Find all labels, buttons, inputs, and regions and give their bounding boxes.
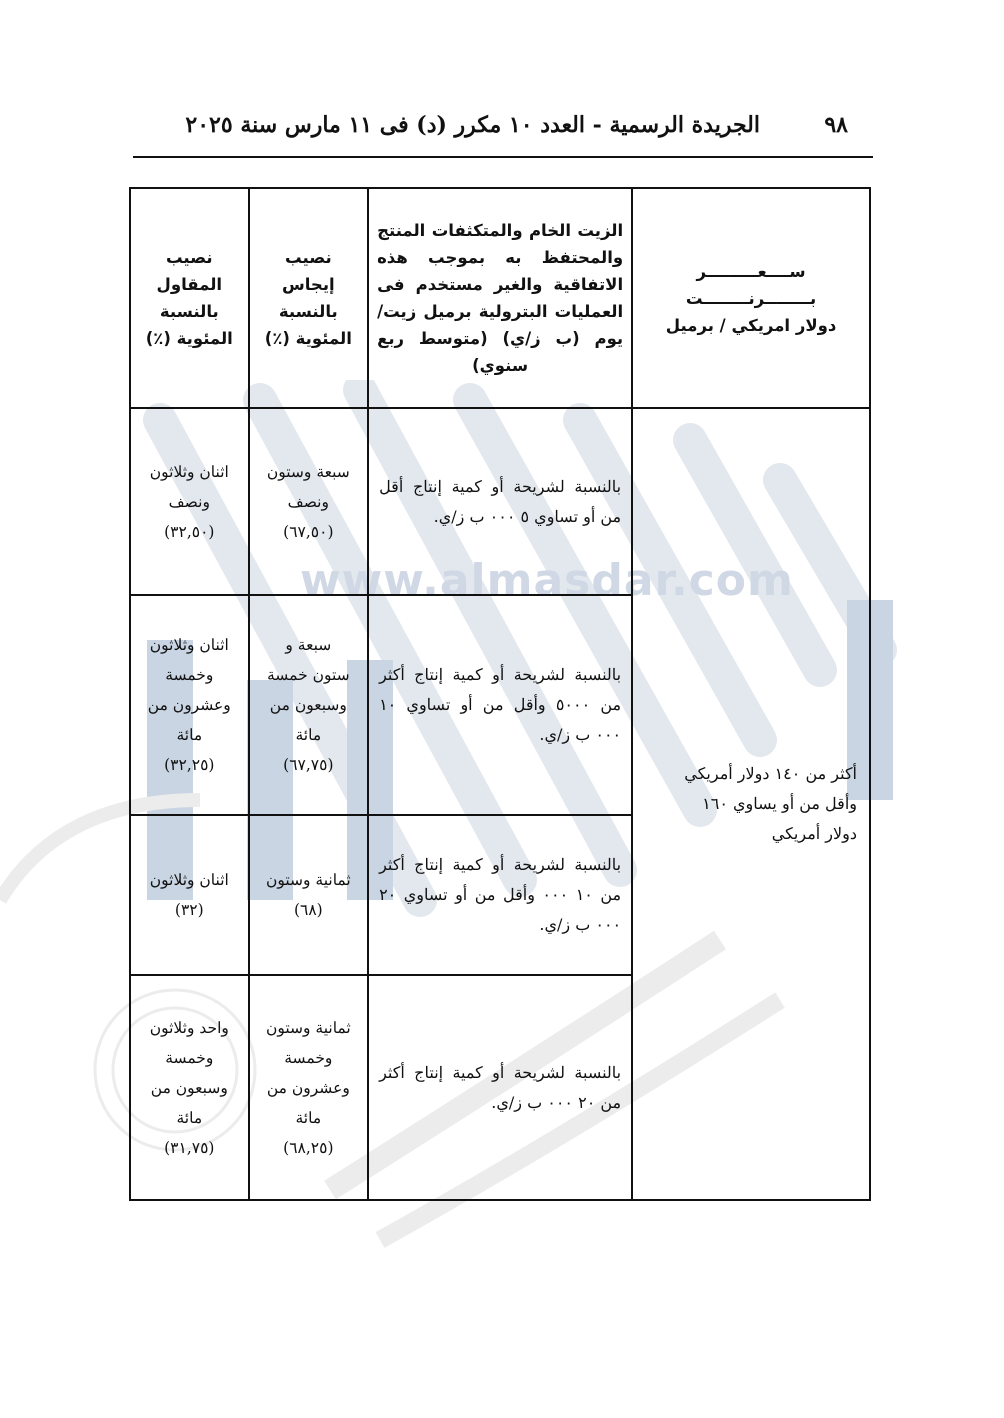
- production-tier-cell: [368, 975, 632, 1200]
- running-head: الجريدة الرسمية - العدد ١٠ مكرر (د) فى ١١ مارس سنة ٢٠٢٥: [185, 112, 760, 138]
- production-tier-text: بالنسبة لشريحة أو كمية إنتاج أكثر من ٥٠٠٠ وأقل من أو تساوي ١٠ ٠٠٠ ب ز/ي.: [379, 665, 622, 744]
- share-line: وسبعون من: [269, 696, 347, 714]
- contractor-share-cell: [130, 595, 249, 815]
- share-line: اثنان وثلاثون: [149, 871, 229, 889]
- share-line: ثمانية وستون: [265, 871, 351, 889]
- production-tier-cell: [368, 408, 632, 595]
- header-egas-line: بالنسبة: [278, 302, 338, 321]
- header-rule: [133, 156, 873, 158]
- share-line: وسبعون من: [150, 1078, 228, 1097]
- share-line: سبعة و: [285, 636, 332, 654]
- share-percent: (٦٧,٥٠): [283, 522, 334, 541]
- header-production-text: الزيت الخام والمتكثفات المنتج والمحتفظ به بموجب هذه الاتفاقية والغير مستخدم فى العمليات البترولية برميل زيت/ يوم (ب ز/ي) (متوسط ربع سنوي): [377, 221, 624, 375]
- header-price: [632, 188, 870, 408]
- share-line: وخمسة: [284, 1048, 333, 1067]
- header-egas-share: [249, 188, 368, 408]
- production-tier-text: بالنسبة لشريحة أو كمية إنتاج أكثر من ٢٠ ٠٠٠ ب ز/ي.: [379, 1062, 622, 1112]
- share-line: وخمسة: [165, 1048, 214, 1067]
- header-contractor-share: [130, 188, 249, 408]
- header-contractor-line: نصيب: [165, 248, 213, 267]
- egas-share-cell: [249, 595, 368, 815]
- share-line: ثمانية وستون: [265, 1018, 351, 1037]
- production-tier-cell: [368, 595, 632, 815]
- header-row: [130, 188, 870, 408]
- header-contractor-line: المقاول: [156, 275, 223, 294]
- contractor-share-cell: [130, 815, 249, 975]
- production-tier-cell: [368, 815, 632, 975]
- header-egas-line: المئوية (٪): [264, 329, 352, 348]
- egas-share-cell: [249, 815, 368, 975]
- share-percent: (٣٢,٥٠): [164, 522, 215, 541]
- header-production: [368, 188, 632, 408]
- share-line: مائة: [295, 1108, 322, 1127]
- production-tier-text: بالنسبة لشريحة أو كمية إنتاج أكثر من ١٠ ٠٠٠ وأقل من أو تساوي ٢٠ ٠٠٠ ب ز/ي.: [379, 855, 622, 934]
- egas-share-cell: [249, 408, 368, 595]
- share-line: وعشرون من: [147, 696, 231, 714]
- header-price-line-3: دولار امريكي / برميل: [665, 315, 837, 335]
- share-line: اثنان وثلاثون: [149, 462, 229, 481]
- share-percent: (٣٢): [174, 901, 204, 919]
- share-percent: (٦٧,٧٥): [283, 756, 334, 774]
- share-line: ونصف: [168, 492, 210, 511]
- watermark-text: www.almasdar.com: [300, 555, 794, 606]
- header-contractor-line: بالنسبة: [159, 302, 219, 321]
- share-line: مائة: [176, 1108, 203, 1127]
- share-line: سبعة وستون: [266, 462, 350, 481]
- header-price-line-1: ســــعـــــــــر: [696, 261, 806, 281]
- share-line: مائة: [295, 726, 322, 744]
- contractor-share-cell: [130, 975, 249, 1200]
- share-percent: (٦٨,٢٥): [283, 1138, 334, 1157]
- price-range-line: أكثر من ١٤٠ دولار أمريكي: [684, 764, 857, 783]
- share-line: اثنان وثلاثون: [149, 636, 229, 654]
- page-header: [130, 112, 870, 148]
- share-line: مائة: [176, 726, 203, 744]
- page-number: ٩٨: [824, 112, 848, 138]
- header-egas-line: نصيب: [285, 248, 332, 267]
- share-line: وخمسة: [165, 666, 214, 684]
- production-sharing-table: [129, 187, 871, 1201]
- egas-share-cell: [249, 975, 368, 1200]
- price-range-line: وأقل من أو يساوي ١٦٠: [702, 794, 857, 813]
- share-percent: (٦٨): [293, 901, 323, 919]
- price-range-line: دولار أمريكي: [771, 824, 857, 843]
- production-tier-text: بالنسبة لشريحة أو كمية إنتاج أقل من أو تساوي ٥ ٠٠٠ ب ز/ي.: [379, 476, 622, 526]
- share-line: ونصف: [287, 492, 329, 511]
- header-price-line-2: بــــــــرنــــــــت: [685, 288, 817, 308]
- share-line: واحد وثلاثون: [149, 1018, 229, 1037]
- table-row: [130, 408, 870, 595]
- share-percent: (٣٢,٢٥): [164, 756, 215, 774]
- contractor-share-cell: [130, 408, 249, 595]
- share-line: ستون خمسة: [266, 666, 350, 684]
- header-egas-line: إيجاس: [281, 275, 335, 294]
- share-line: وعشرون من: [266, 1078, 350, 1097]
- price-range-cell: [632, 408, 870, 1200]
- header-contractor-line: المئوية (٪): [145, 329, 233, 348]
- share-percent: (٣١,٧٥): [164, 1138, 215, 1157]
